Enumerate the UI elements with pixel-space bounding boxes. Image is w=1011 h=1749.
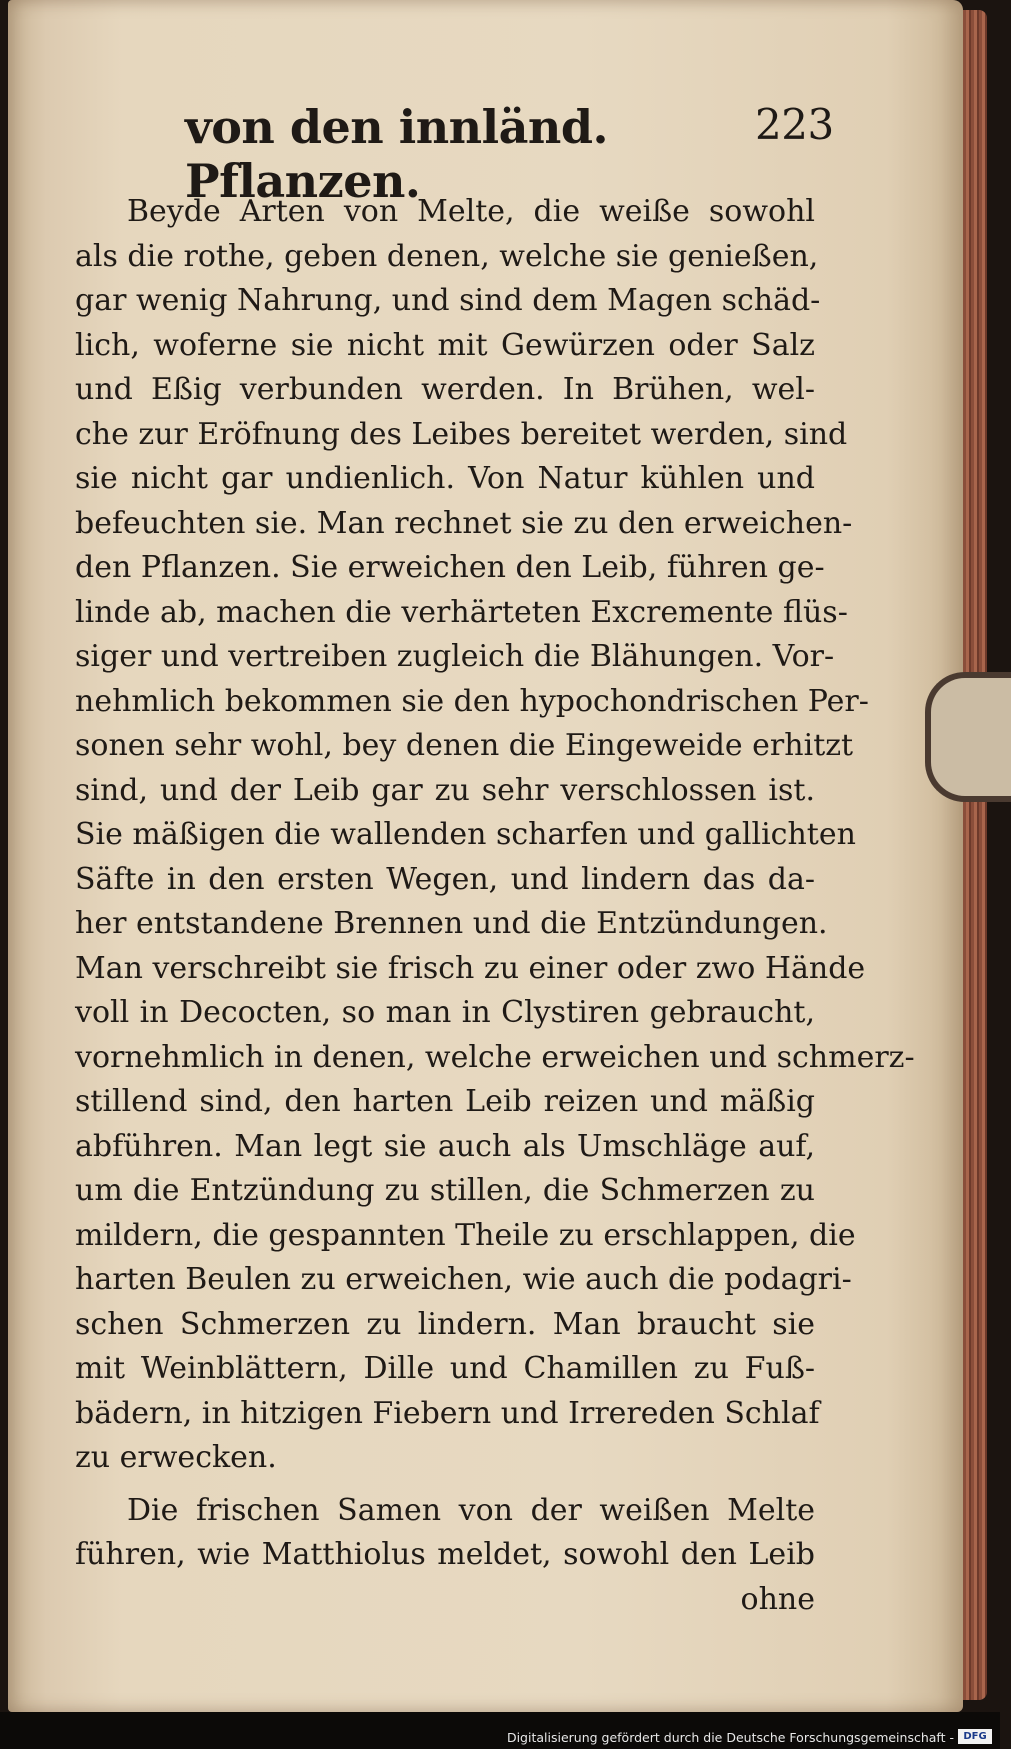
text-line: siger und vertreiben zugleich die Blähungen. Vor- (75, 639, 835, 674)
text-line: mildern, die gespannten Theile zu erschlappen, die (75, 1217, 856, 1253)
text-line: linde ab, machen die verhärteten Excremente flüs- (75, 594, 848, 630)
text-line: als die rothe, geben denen, welche sie genießen, (75, 238, 819, 274)
running-title: von den innländ. Pflanzen. (185, 100, 609, 208)
catchword: ohne (740, 1581, 815, 1617)
text-line: um die Entzündung zu stillen, die Schmerzen zu (75, 1173, 815, 1208)
text-line: und Eßig verbunden werden. In Brühen, wel- (75, 372, 815, 407)
text-line: sonen sehr wohl, bey denen die Eingeweide erhitzt (75, 728, 854, 763)
text-line: Säfte in den ersten Wegen, und lindern das da- (75, 861, 815, 897)
text-line: her entstandene Brennen und die Entzündungen. (75, 906, 828, 941)
bookmark-ribbon (925, 672, 1011, 802)
text-line: stillend sind, den harten Leib reizen und mäßig (75, 1084, 815, 1119)
text-line: lich, woferne sie nicht mit Gewürzen oder Salz (75, 327, 815, 363)
text-line: sie nicht gar undienlich. Von Natur kühlen und (75, 461, 815, 496)
text-line: mit Weinblättern, Dille und Chamillen zu Fuß- (75, 1351, 815, 1386)
text-line: sind, und der Leib gar zu sehr verschlossen ist. (75, 772, 815, 808)
digitization-credit: Digitalisierung gefördert durch die Deutsche Forschungsgemeinschaft - (506, 1730, 954, 1745)
text-line: führen, wie Matthiolus meldet, sowohl den Leib (75, 1537, 815, 1572)
text-line: che zur Eröfnung des Leibes bereitet werden, sind (75, 416, 848, 452)
text-line: bädern, in hitzigen Fiebern und Irrereden Schlaf (75, 1395, 820, 1431)
text-line: befeuchten sie. Man rechnet sie zu den erweichen- (75, 505, 853, 541)
text-line: zu erwecken. (75, 1440, 277, 1475)
text-line: Sie mäßigen die wallenden scharfen und gallichten (75, 817, 856, 852)
text-line: harten Beulen zu erweichen, wie auch die podagri- (75, 1262, 852, 1297)
text-line: schen Schmerzen zu lindern. Man braucht sie (75, 1306, 815, 1342)
text-line: Man verschreibt sie frisch zu einer oder zwo Hände (75, 950, 866, 986)
text-line: gar wenig Nahrung, und sind dem Magen schäd- (75, 283, 821, 318)
text-line: abführen. Man legt sie auch als Umschläge auf, (75, 1128, 815, 1164)
text-line: voll in Decocten, so man in Clystiren gebraucht, (75, 995, 815, 1030)
page-number: 223 (755, 100, 834, 149)
text-line: vornehmlich in denen, welche erweichen und schmerz- (75, 1039, 915, 1075)
text-line: nehmlich bekommen sie den hypochondrischen Per- (75, 683, 869, 719)
dfg-logo: DFG (958, 1729, 992, 1744)
running-header (185, 100, 834, 208)
text-line: den Pflanzen. Sie erweichen den Leib, führen ge- (75, 550, 825, 585)
page-edges (963, 10, 987, 1700)
text-line: Die frischen Samen von der weißen Melte (127, 1492, 815, 1528)
text-line: Beyde Arten von Melte, die weiße sowohl (127, 194, 815, 229)
body-text (75, 190, 915, 1622)
